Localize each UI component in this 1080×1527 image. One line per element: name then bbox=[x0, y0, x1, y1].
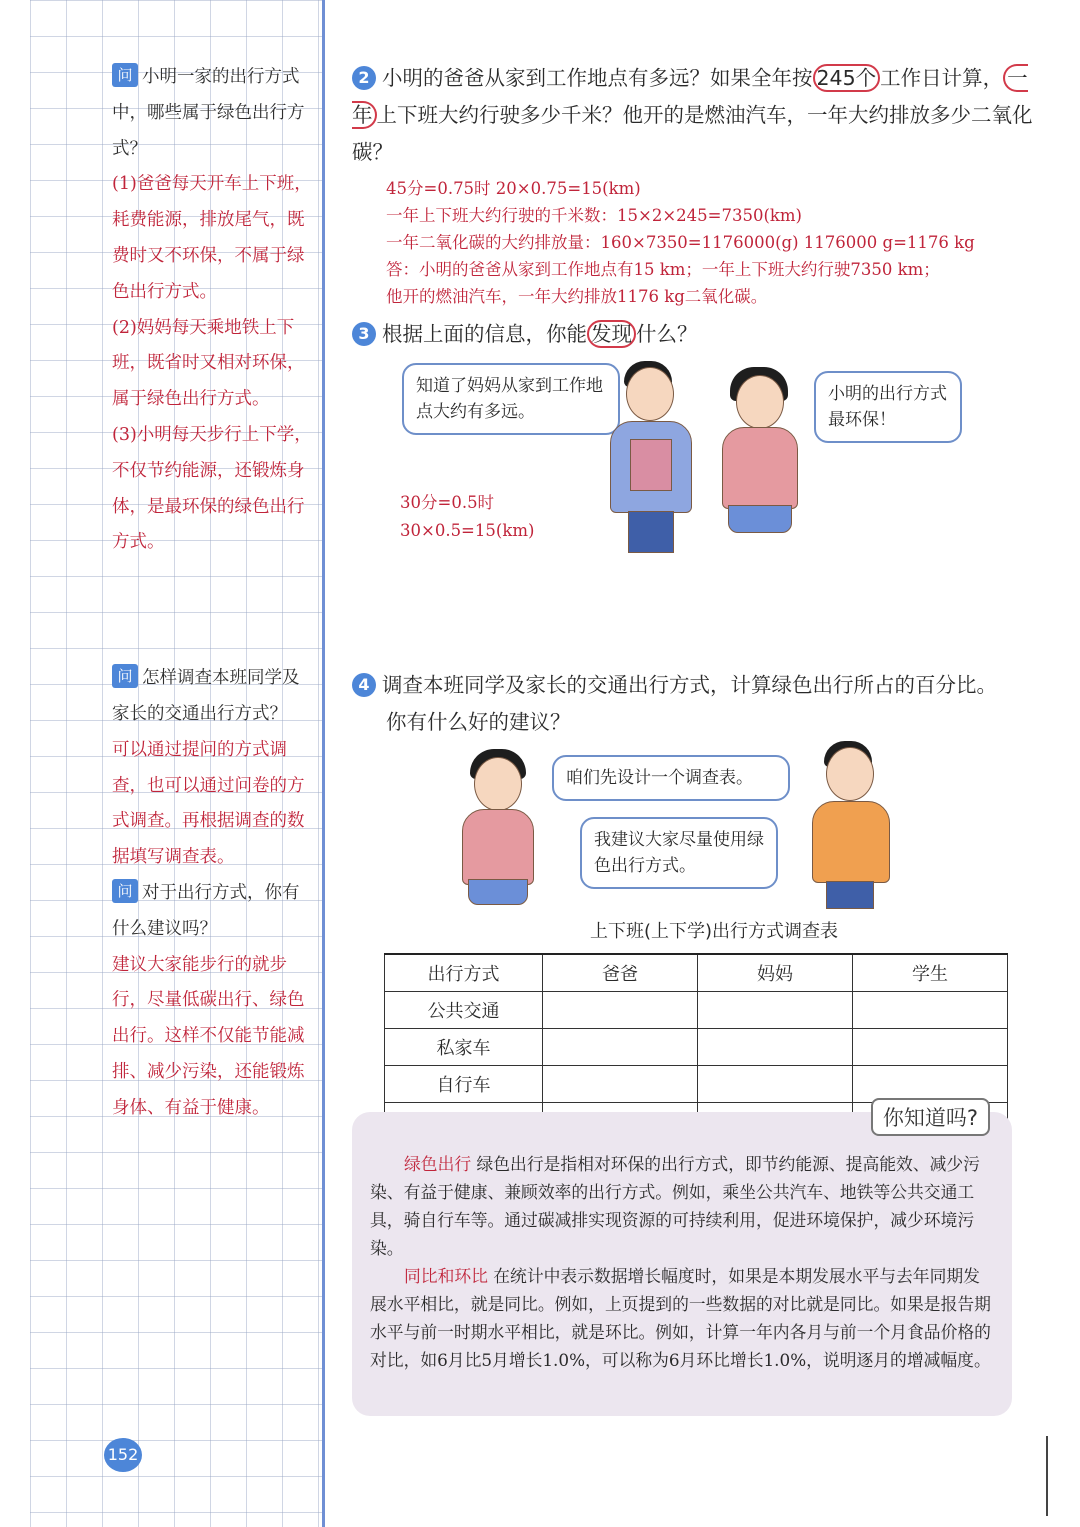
q4-text-line2: 你有什么好的建议？ bbox=[386, 710, 571, 734]
speech-bubble-right: 小明的出行方式最环保！ bbox=[814, 371, 962, 443]
dyk-text: 在统计中表示数据增长幅度时，如果是本期发展水平与去年同期发展水平相比，就是同比。例如，上页提到的一些数据的对比就是同比。如果是报告期水平与前一时期水平相比，就是环比。例如，计算一年内各月与前一个月食品价格的对比，如6月比5月增长1.0%，可以称为6月环比增长1.0%，说明逐月的增减幅度。 bbox=[370, 1266, 991, 1370]
question-badge-icon: 问 bbox=[112, 879, 138, 903]
speech-bubble-bottom: 我建议大家尽量使用绿色出行方式。 bbox=[580, 817, 778, 889]
number-badge-icon: 3 bbox=[352, 322, 376, 346]
table-cell bbox=[853, 1029, 1008, 1066]
side-note-3 bbox=[112, 876, 312, 1127]
dyk-paragraph-1 bbox=[370, 1150, 996, 1262]
circled-keyword: 发现 bbox=[587, 320, 636, 348]
table-cell bbox=[698, 1029, 853, 1066]
side-question: 怎样调查本班同学及家长的交通出行方式？ bbox=[112, 668, 300, 724]
table-header: 出行方式 bbox=[385, 954, 543, 992]
q4-illustration bbox=[352, 741, 1042, 911]
table-header: 爸爸 bbox=[543, 954, 698, 992]
q2-answer-line: 答：小明的爸爸从家到工作地点有15 km；一年上下班大约行驶7350 km； bbox=[386, 260, 940, 279]
q2-text: 工作日计算， bbox=[880, 66, 1004, 90]
side-question: 对于出行方式，你有什么建议吗？ bbox=[112, 882, 300, 939]
row-label: 私家车 bbox=[385, 1029, 543, 1066]
table-cell bbox=[853, 1066, 1008, 1103]
table-cell bbox=[698, 992, 853, 1029]
question-badge-icon: 问 bbox=[112, 664, 138, 688]
question-badge-icon: 问 bbox=[112, 63, 138, 87]
table-cell bbox=[543, 1066, 698, 1103]
dyk-text: 绿色出行是指相对环保的出行方式，即节约能源、提高能效、减少污染、有益于健康、兼顾效率的出行方式。例如，乘坐公共汽车、地铁等公共交通工具，骑自行车等。通过碳减排实现资源的可持续利用，促进环境保护，减少环境污染。 bbox=[370, 1154, 980, 1258]
dyk-paragraph-2 bbox=[370, 1262, 996, 1374]
side-note-2 bbox=[112, 661, 312, 876]
question-2 bbox=[352, 60, 1042, 171]
table-cell bbox=[543, 1029, 698, 1066]
side-notes bbox=[112, 60, 312, 1127]
q2-answer-line: 45分=0.75时 20×0.75=15(km) bbox=[386, 179, 641, 198]
table-row bbox=[385, 992, 1008, 1029]
did-you-know-tab: 你知道吗? bbox=[871, 1098, 990, 1136]
q2-answer-line: 一年二氧化碳的大约排放量：160×7350=1176000(g) 1176000 g=1176 kg bbox=[386, 233, 975, 252]
q4-text: 调查本班同学及家长的交通出行方式，计算绿色出行所占的百分比。 bbox=[382, 673, 997, 697]
q3-calc-line: 30×0.5=15(km) bbox=[400, 521, 535, 540]
circled-keyword: 一年 bbox=[352, 66, 1028, 127]
row-label: 自行车 bbox=[385, 1066, 543, 1103]
q3-illustration bbox=[352, 353, 1042, 603]
question-4 bbox=[352, 667, 1042, 704]
did-you-know-body bbox=[370, 1150, 996, 1374]
circled-keyword: 245个 bbox=[813, 64, 881, 92]
side-answer: 可以通过提问的方式调查，也可以通过问卷的方式调查。再根据调查的数据填写调查表。 bbox=[112, 739, 305, 868]
edge-line bbox=[1046, 1436, 1048, 1516]
q2-answer-line: 他开的燃油汽车，一年大约排放1176 kg二氧化碳。 bbox=[386, 287, 768, 306]
table-cell bbox=[698, 1066, 853, 1103]
table-cell bbox=[853, 992, 1008, 1029]
q3-calc-line: 30分=0.5时 bbox=[400, 493, 495, 512]
table-header: 妈妈 bbox=[698, 954, 853, 992]
dyk-term: 绿色出行 bbox=[404, 1154, 472, 1174]
table-cell bbox=[543, 992, 698, 1029]
side-answer: 建议大家能步行的就步行，尽量低碳出行、绿色出行。这样不仅能节能减排、减少污染，还能锻炼身体、有益于健康。 bbox=[112, 954, 305, 1118]
dyk-term: 同比和环比 bbox=[404, 1266, 488, 1286]
q2-text: 上下班大约行驶多少千米？他开的是燃油汽车，一年大约排放多少二氧化碳？ bbox=[352, 103, 1033, 164]
q3-text: 什么？ bbox=[636, 322, 698, 346]
table-header-row bbox=[385, 954, 1008, 992]
q3-text: 根据上面的信息，你能 bbox=[382, 322, 587, 346]
side-answer: (1)爸爸每天开车上下班，耗费能源，排放尾气，既费时又不环保，不属于绿色出行方式。 bbox=[112, 174, 312, 302]
table-title: 上下班(上下学)出行方式调查表 bbox=[589, 921, 839, 942]
table-row bbox=[385, 1066, 1008, 1103]
main-content bbox=[352, 60, 1042, 1141]
q2-answer-line: 一年上下班大约行驶的千米数：15×2×245=7350(km) bbox=[386, 206, 802, 225]
table-header: 学生 bbox=[853, 954, 1008, 992]
table-row bbox=[385, 1029, 1008, 1066]
page-number: 152 bbox=[104, 1438, 142, 1472]
row-label: 公共交通 bbox=[385, 992, 543, 1029]
did-you-know-box bbox=[352, 1106, 1012, 1416]
side-answer: (2)妈妈每天乘地铁上下班，既省时又相对环保，属于绿色出行方式。 bbox=[112, 317, 305, 410]
margin-divider bbox=[322, 0, 325, 1527]
side-note-1 bbox=[112, 60, 312, 561]
number-badge-icon: 2 bbox=[352, 66, 376, 90]
question-3 bbox=[352, 316, 1042, 353]
number-badge-icon: 4 bbox=[352, 673, 376, 697]
side-answer: (3)小明每天步行上下学，不仅节约能源，还锻炼身体，是最环保的绿色出行方式。 bbox=[112, 424, 312, 553]
q2-text: 小明的爸爸从家到工作地点有多远？如果全年按 bbox=[382, 66, 813, 90]
side-question: 小明一家的出行方式中，哪些属于绿色出行方式？ bbox=[112, 67, 305, 159]
speech-bubble-top: 咱们先设计一个调查表。 bbox=[552, 755, 790, 801]
speech-bubble-left: 知道了妈妈从家到工作地点大约有多远。 bbox=[402, 363, 620, 435]
